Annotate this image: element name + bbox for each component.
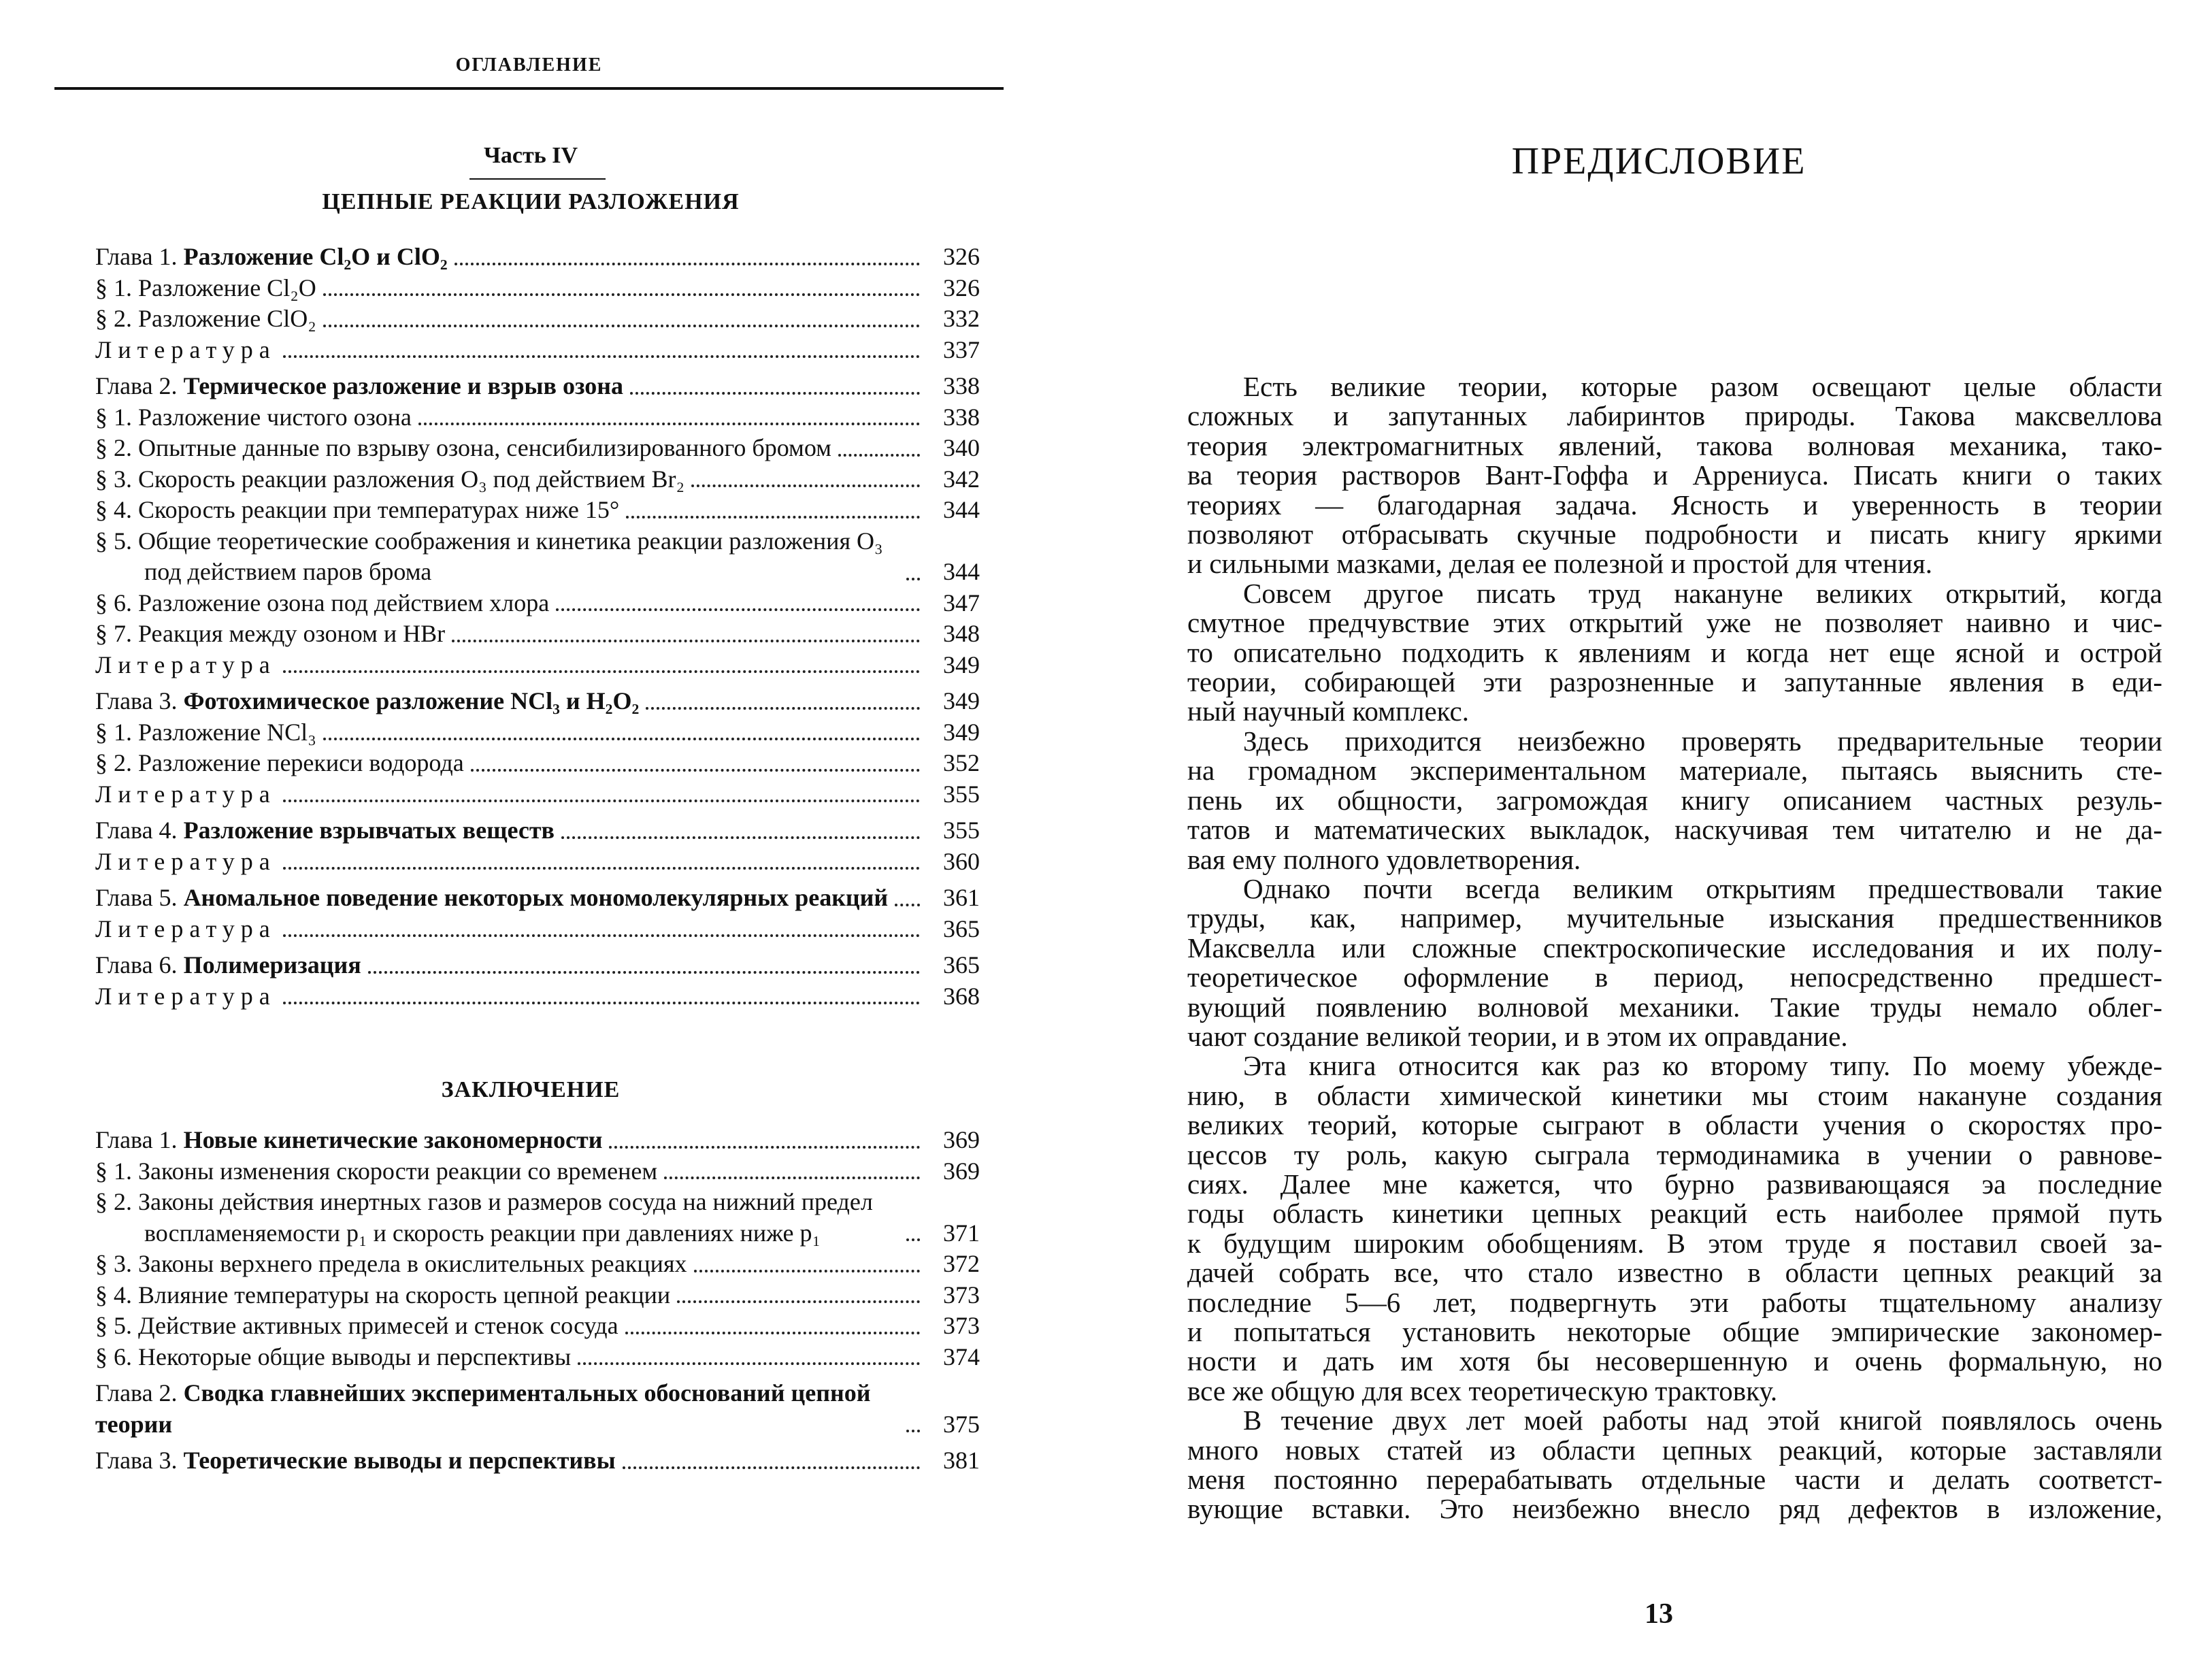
dot-leader (630, 392, 920, 395)
toc-entry-label (95, 1378, 899, 1440)
preface-line: ва теория растворов Вант-Гоффа и Аррениуса. Писать книги о таких (1187, 459, 2162, 491)
toc-page-number: 332 (943, 305, 980, 332)
toc-entry-label (95, 371, 623, 402)
toc-page-number: 373 (943, 1281, 980, 1309)
toc-page-number: 344 (943, 558, 980, 585)
toc-entry-prefix: Глава 2. (95, 372, 184, 399)
preface-line: ный научный комплекс. (1187, 695, 1469, 727)
toc-entry-label (95, 619, 445, 650)
preface-line: Однако почти всегда великим открытиям предшествовали такие (1243, 872, 2162, 904)
toc-entry-title: Скорость реакции при температурах ниже 15° (138, 496, 620, 523)
toc-entry-title: Законы изменения скорости реакции со временем (138, 1157, 658, 1185)
preface-line: позволяют отбрасывать скучные подробности и писать книгу яркими (1187, 519, 2162, 550)
toc-entry-prefix: § 6. (95, 589, 138, 616)
toc-entry-title: Разложение Cl₂O и ClO₂ (183, 243, 448, 270)
preface-line: к будущим широким обобщениям. В этом труде я поставил своей за- (1187, 1227, 2162, 1259)
toc-entry (95, 1445, 980, 1477)
toc-entry-title: Фотохимическое разложение NCl₃ и H₂O₂ (183, 687, 640, 714)
toc-entry (95, 402, 980, 433)
preface-line: и сильными мазками, делая ее полезной и простой для чтения. (1187, 548, 1932, 580)
preface-line: Здесь приходится неизбежно проверять предварительные теории (1243, 725, 2162, 757)
toc-page-number: 326 (943, 243, 980, 270)
toc-entry-prefix: § 3. (95, 1250, 138, 1277)
toc-entry-label (95, 1187, 899, 1249)
toc-entry-label (95, 335, 276, 366)
preface-title: ПРЕДИСЛОВИЕ (1511, 140, 1806, 182)
toc-entry-title: Некоторые общие выводы и перспективы (138, 1343, 572, 1370)
toc-entry-label (95, 686, 639, 717)
toc-entry-title: Литература (95, 982, 276, 1010)
toc-entry (95, 686, 980, 717)
preface-line: все же общую для всех теоретическую трактовку. (1187, 1375, 1778, 1407)
toc-page-number: 372 (943, 1250, 980, 1277)
toc-entry (95, 1311, 980, 1342)
toc-entry-title: Полимеризация (183, 951, 361, 978)
toc-entry (95, 650, 980, 681)
preface-paragraph (1187, 727, 2162, 874)
toc-entry-prefix: § 5. (95, 527, 138, 555)
toc-entry-title: Законы верхнего предела в окислительных реакциях (138, 1250, 687, 1277)
dot-leader (838, 454, 920, 457)
toc-page-number: 365 (943, 915, 980, 942)
preface-line: нию, в области химической кинетики мы стоим накануне создания (1187, 1079, 2162, 1111)
toc-entry-title: Литература (95, 651, 276, 678)
part-label: Часть IV (483, 143, 578, 168)
preface-line: дачей собрать все, что стало известно в области цепных реакций за (1187, 1257, 2162, 1289)
toc-entry-label (95, 1125, 602, 1156)
toc-entry-prefix: § 4. (95, 1281, 138, 1309)
header-rule (54, 87, 1004, 90)
toc-entry-title: Литература (95, 915, 276, 942)
toc-entry-title: Разложение перекиси водорода (138, 749, 464, 776)
toc-entry-prefix: § 2. (95, 434, 138, 461)
toc-entry-label (95, 526, 899, 588)
toc-entry (95, 619, 980, 650)
preface-line: теория электромагнитных явлений, такова волновая механика, тако- (1187, 429, 2162, 461)
toc-entry-prefix: Глава 3. (95, 1447, 184, 1474)
preface-line: на громадном экспериментальном материале, пытаясь выяснить сте- (1187, 755, 2162, 787)
preface-line: вующий появлению волновой механики. Такие труды немало облег- (1187, 991, 2162, 1023)
toc-page-number: 371 (943, 1219, 980, 1247)
toc-entry (95, 1378, 980, 1440)
toc-entry-label (95, 950, 361, 981)
toc-page-number: 342 (943, 465, 980, 493)
toc-entry-prefix: § 7. (95, 620, 138, 647)
toc-entry (95, 1187, 980, 1249)
toc-page-number: 338 (943, 372, 980, 399)
toc-entry-title: Сводка главнейших экспериментальных обоснований цепной теории (95, 1379, 871, 1438)
dot-leader (906, 578, 920, 580)
dot-leader (623, 1466, 920, 1469)
toc-page-number: 368 (943, 982, 980, 1010)
toc-page-number: 349 (943, 687, 980, 714)
toc-entry-label (95, 464, 684, 495)
toc-entry-prefix: § 2. (95, 1188, 138, 1215)
preface-line: смутное предчувствие этих открытий уже не позволяет наивно и чис- (1187, 607, 2162, 639)
toc-page-number: 337 (943, 335, 980, 363)
toc-entry (95, 883, 980, 914)
preface-line: и попытаться установить некоторые общие эмпирические закономер- (1187, 1316, 2162, 1347)
right-page-preface (1106, 0, 2212, 1661)
dot-leader (664, 1177, 920, 1179)
running-head: ОГЛАВЛЕНИЕ (455, 54, 603, 76)
toc-page-number: 381 (943, 1447, 980, 1474)
toc-entry (95, 748, 980, 779)
toc-entry (95, 981, 980, 1013)
dot-leader (578, 1362, 920, 1365)
dot-leader (895, 904, 920, 906)
dot-leader (323, 738, 920, 740)
preface-line: годы область кинетики цепных реакций есть наиболее прямой путь (1187, 1198, 2162, 1230)
toc-entry (95, 815, 980, 846)
toc-entry-label (95, 1445, 616, 1477)
toc-entry (95, 1125, 980, 1156)
dot-leader (323, 293, 920, 296)
toc-entry-title: Разложение взрывчатых веществ (183, 817, 555, 844)
toc-conclusion (95, 1119, 980, 1477)
toc-entry-title: Литература (95, 847, 276, 875)
toc-entry-label (95, 1280, 670, 1311)
toc-entry (95, 273, 980, 304)
dot-leader (677, 1300, 920, 1303)
left-page-contents (0, 0, 1061, 1661)
page-number: 13 (1645, 1598, 1673, 1630)
toc-entry-label (95, 495, 619, 526)
preface-body (1187, 372, 2162, 1524)
toc-entry (95, 1249, 980, 1280)
preface-line: то описательно подходить к явлениям и когда нет еще ясной и острой (1187, 636, 2162, 668)
part-title: ЦЕПНЫЕ РЕАКЦИИ РАЗЛОЖЕНИЯ (322, 189, 740, 214)
dot-leader (452, 640, 920, 642)
toc-entry (95, 371, 980, 402)
preface-line: цессов ту роль, какую сыграла термодинамика в учении о равнове- (1187, 1138, 2162, 1170)
toc-entry-prefix: § 1. (95, 403, 138, 431)
toc-entry (95, 1280, 980, 1311)
preface-paragraph (1187, 874, 2162, 1051)
dot-leader (418, 423, 920, 425)
dot-leader (556, 608, 920, 611)
toc-entry-label (95, 815, 555, 846)
toc-entry-title: Термическое разложение и взрыв озона (183, 372, 623, 399)
toc-entry-prefix: Глава 4. (95, 817, 184, 844)
preface-paragraph (1187, 1406, 2162, 1524)
dot-leader (646, 707, 920, 710)
toc-entry-label (95, 1249, 687, 1280)
toc-entry-label (95, 433, 831, 464)
toc-entry (95, 950, 980, 981)
dot-leader (625, 1332, 920, 1334)
preface-line: В течение двух лет моей работы над этой книгой появлялось очень (1243, 1404, 2162, 1436)
preface-line: теории, собирающей эти разрозненные и запутанные явления в еди- (1187, 666, 2162, 698)
dot-leader (368, 971, 920, 974)
preface-paragraph (1187, 579, 2162, 727)
preface-line: Есть великие теории, которые разом освещают целые области (1243, 371, 2162, 402)
dot-leader (283, 670, 920, 673)
preface-line: чают создание великой теории, и в этом их оправдание. (1187, 1020, 1848, 1052)
toc-entry-prefix: § 5. (95, 1312, 138, 1339)
toc-page-number: 361 (943, 884, 980, 911)
toc-entry-title: Литература (95, 780, 276, 808)
toc-entry-label (95, 748, 464, 779)
toc-page-number: 355 (943, 780, 980, 808)
toc-entry-label (95, 242, 448, 273)
toc-entry (95, 526, 980, 588)
preface-line: сложных и запутанных лабиринтов природы. Такова максвеллова (1187, 400, 2162, 432)
toc-entry (95, 846, 980, 878)
toc-entry-title: Разложение Cl₂O (138, 274, 316, 301)
toc-entry-title: Общие теоретические соображения и кинетика реакции разложения O₃ под действием паров брома (138, 527, 883, 585)
toc-entry (95, 914, 980, 945)
toc-page-number: 375 (943, 1410, 980, 1438)
preface-line: вующие вставки. Это неизбежно внесло ряд дефектов в изложение, (1187, 1493, 2162, 1525)
preface-line: татов и математических выкладок, наскучивая тем читателю и не да- (1187, 814, 2162, 846)
toc-entry (95, 1156, 980, 1187)
toc-page-number: 369 (943, 1157, 980, 1185)
preface-line: труды, как, например, мучительные изыскания предшественников (1187, 902, 2162, 934)
toc-entry-title: Действие активных примесей и стенок сосуда (138, 1312, 618, 1339)
toc-entry-label (95, 1156, 657, 1187)
dot-leader (283, 934, 920, 937)
preface-paragraph (1187, 1051, 2162, 1406)
toc-entry-label (95, 1311, 618, 1342)
dot-leader (906, 1430, 920, 1432)
dot-leader (694, 1270, 920, 1272)
dot-leader (283, 800, 920, 802)
toc-entry-label (95, 273, 316, 304)
toc-page-number: 349 (943, 651, 980, 678)
toc-entry-title: Разложение NCl₃ (138, 718, 316, 746)
toc-page-number: 326 (943, 274, 980, 301)
preface-line: Совсем другое писать труд накануне великих открытий, когда (1243, 577, 2162, 609)
toc-page-number: 349 (943, 718, 980, 746)
toc-entry-title: Опытные данные по взрыву озона, сенсибилизированного бромом (138, 434, 831, 461)
toc-page-number: 344 (943, 496, 980, 523)
dot-leader (323, 325, 920, 327)
dot-leader (906, 1238, 920, 1241)
toc-entry-title: Аномальное поведение некоторых мономолекулярных реакций (183, 884, 889, 911)
toc-entry-label (95, 846, 276, 878)
dot-leader (455, 263, 920, 265)
dot-leader (561, 836, 920, 839)
toc-entry-prefix: § 1. (95, 1157, 138, 1185)
preface-line: теоретическое оформление в период, непосредственно предшест- (1187, 961, 2162, 993)
toc-entry (95, 464, 980, 495)
toc-entry-prefix: Глава 3. (95, 687, 184, 714)
dot-leader (283, 867, 920, 870)
toc-entry (95, 779, 980, 810)
toc-entry-prefix: Глава 2. (95, 1379, 184, 1407)
toc-entry (95, 303, 980, 335)
toc-entry (95, 1342, 980, 1373)
toc-entry-label (95, 650, 276, 681)
toc-page-number: 340 (943, 434, 980, 461)
toc-entry (95, 717, 980, 749)
preface-paragraph (1187, 372, 2162, 579)
toc-entry-label (95, 402, 412, 433)
dot-leader (609, 1146, 920, 1149)
toc-entry-title: Скорость реакции разложения O₃ под действием Br₂ (138, 465, 685, 493)
toc-entry-title: Разложение чистого озона (138, 403, 412, 431)
toc-page-number: 352 (943, 749, 980, 776)
toc-entry-prefix: Глава 1. (95, 243, 184, 270)
toc-entry-prefix: § 6. (95, 1343, 138, 1370)
preface-line: вая ему полного удовлетворения. (1187, 843, 1581, 875)
dot-leader (283, 355, 920, 358)
toc-page-number: 338 (943, 403, 980, 431)
toc-page-number: 369 (943, 1126, 980, 1153)
toc-entry-prefix: Глава 1. (95, 1126, 184, 1153)
toc-entry-title: Разложение ClO₂ (138, 305, 316, 332)
preface-line: последние 5—6 лет, подвергнуть эти работы тщательному анализу (1187, 1286, 2162, 1318)
preface-line: сиях. Далее мне кажется, что бурно развивающаяся эа последние (1187, 1168, 2162, 1200)
toc-entry (95, 495, 980, 526)
toc-page-number: 347 (943, 589, 980, 616)
toc-entry-title: Реакция между озоном и HBr (138, 620, 446, 647)
dot-leader (471, 769, 920, 772)
toc-entry-label (95, 914, 276, 945)
toc-entry-label (95, 303, 316, 335)
preface-line: Максвелла или сложные спектроскопические исследования и их полу- (1187, 932, 2162, 964)
toc-page-number: 348 (943, 620, 980, 647)
toc-page-number: 355 (943, 817, 980, 844)
preface-line: много новых статей из области цепных реакций, которые заставляли (1187, 1434, 2162, 1466)
toc-entry-prefix: § 1. (95, 274, 138, 301)
toc-part-iv (95, 236, 980, 1012)
toc-page-number: 365 (943, 951, 980, 978)
toc-entry-prefix: Глава 5. (95, 884, 184, 911)
toc-entry (95, 335, 980, 366)
toc-page-number: 373 (943, 1312, 980, 1339)
dot-leader (626, 516, 920, 519)
toc-entry-label (95, 883, 888, 914)
toc-entry-prefix: § 2. (95, 305, 138, 332)
toc-entry-label (95, 588, 549, 619)
toc-entry-title: Законы действия инертных газов и размеров сосуда на нижний предел воспламеняемости p₁ и скорость реакции при давлениях ниже p₁ (138, 1188, 873, 1247)
toc-entry (95, 242, 980, 273)
toc-entry-label (95, 717, 316, 749)
toc-entry-prefix: § 1. (95, 718, 138, 746)
toc-entry-prefix: § 3. (95, 465, 138, 493)
toc-entry-title: Разложение озона под действием хлора (138, 589, 550, 616)
toc-entry (95, 433, 980, 464)
dot-leader (691, 484, 920, 487)
toc-entry (95, 588, 980, 619)
preface-line: Эта книга относится как раз ко второму типу. По моему убежде- (1243, 1050, 2162, 1082)
preface-line: ности и дать им хотя бы несовершенную и очень формальную, но (1187, 1345, 2162, 1377)
preface-line: пень их общности, загромождая книгу описанием частных резуль- (1187, 784, 2162, 816)
preface-line: меня постоянно перерабатывать отдельные части и делать соответст- (1187, 1464, 2162, 1496)
toc-entry-title: Влияние температуры на скорость цепной реакции (138, 1281, 671, 1309)
toc-entry-title: Новые кинетические закономерности (183, 1126, 603, 1153)
toc-entry-prefix: § 4. (95, 496, 138, 523)
toc-page-number: 374 (943, 1343, 980, 1370)
toc-entry-title: Теоретические выводы и перспективы (183, 1447, 616, 1474)
toc-entry-label (95, 981, 276, 1013)
toc-entry-prefix: Глава 6. (95, 951, 184, 978)
conclusion-title: ЗАКЛЮЧЕНИЕ (441, 1077, 621, 1102)
dot-leader (283, 1002, 920, 1004)
toc-entry-label (95, 779, 276, 810)
toc-page-number: 360 (943, 847, 980, 875)
toc-entry-label (95, 1342, 571, 1373)
part-label-underline (469, 178, 606, 180)
toc-entry-title: Литература (95, 335, 276, 363)
preface-line: теориях — благодарная задача. Ясность и уверенность в теории (1187, 489, 2162, 521)
preface-line: великих теорий, которые сыграют в области учения о скоростях про- (1187, 1109, 2162, 1141)
toc-entry-prefix: § 2. (95, 749, 138, 776)
